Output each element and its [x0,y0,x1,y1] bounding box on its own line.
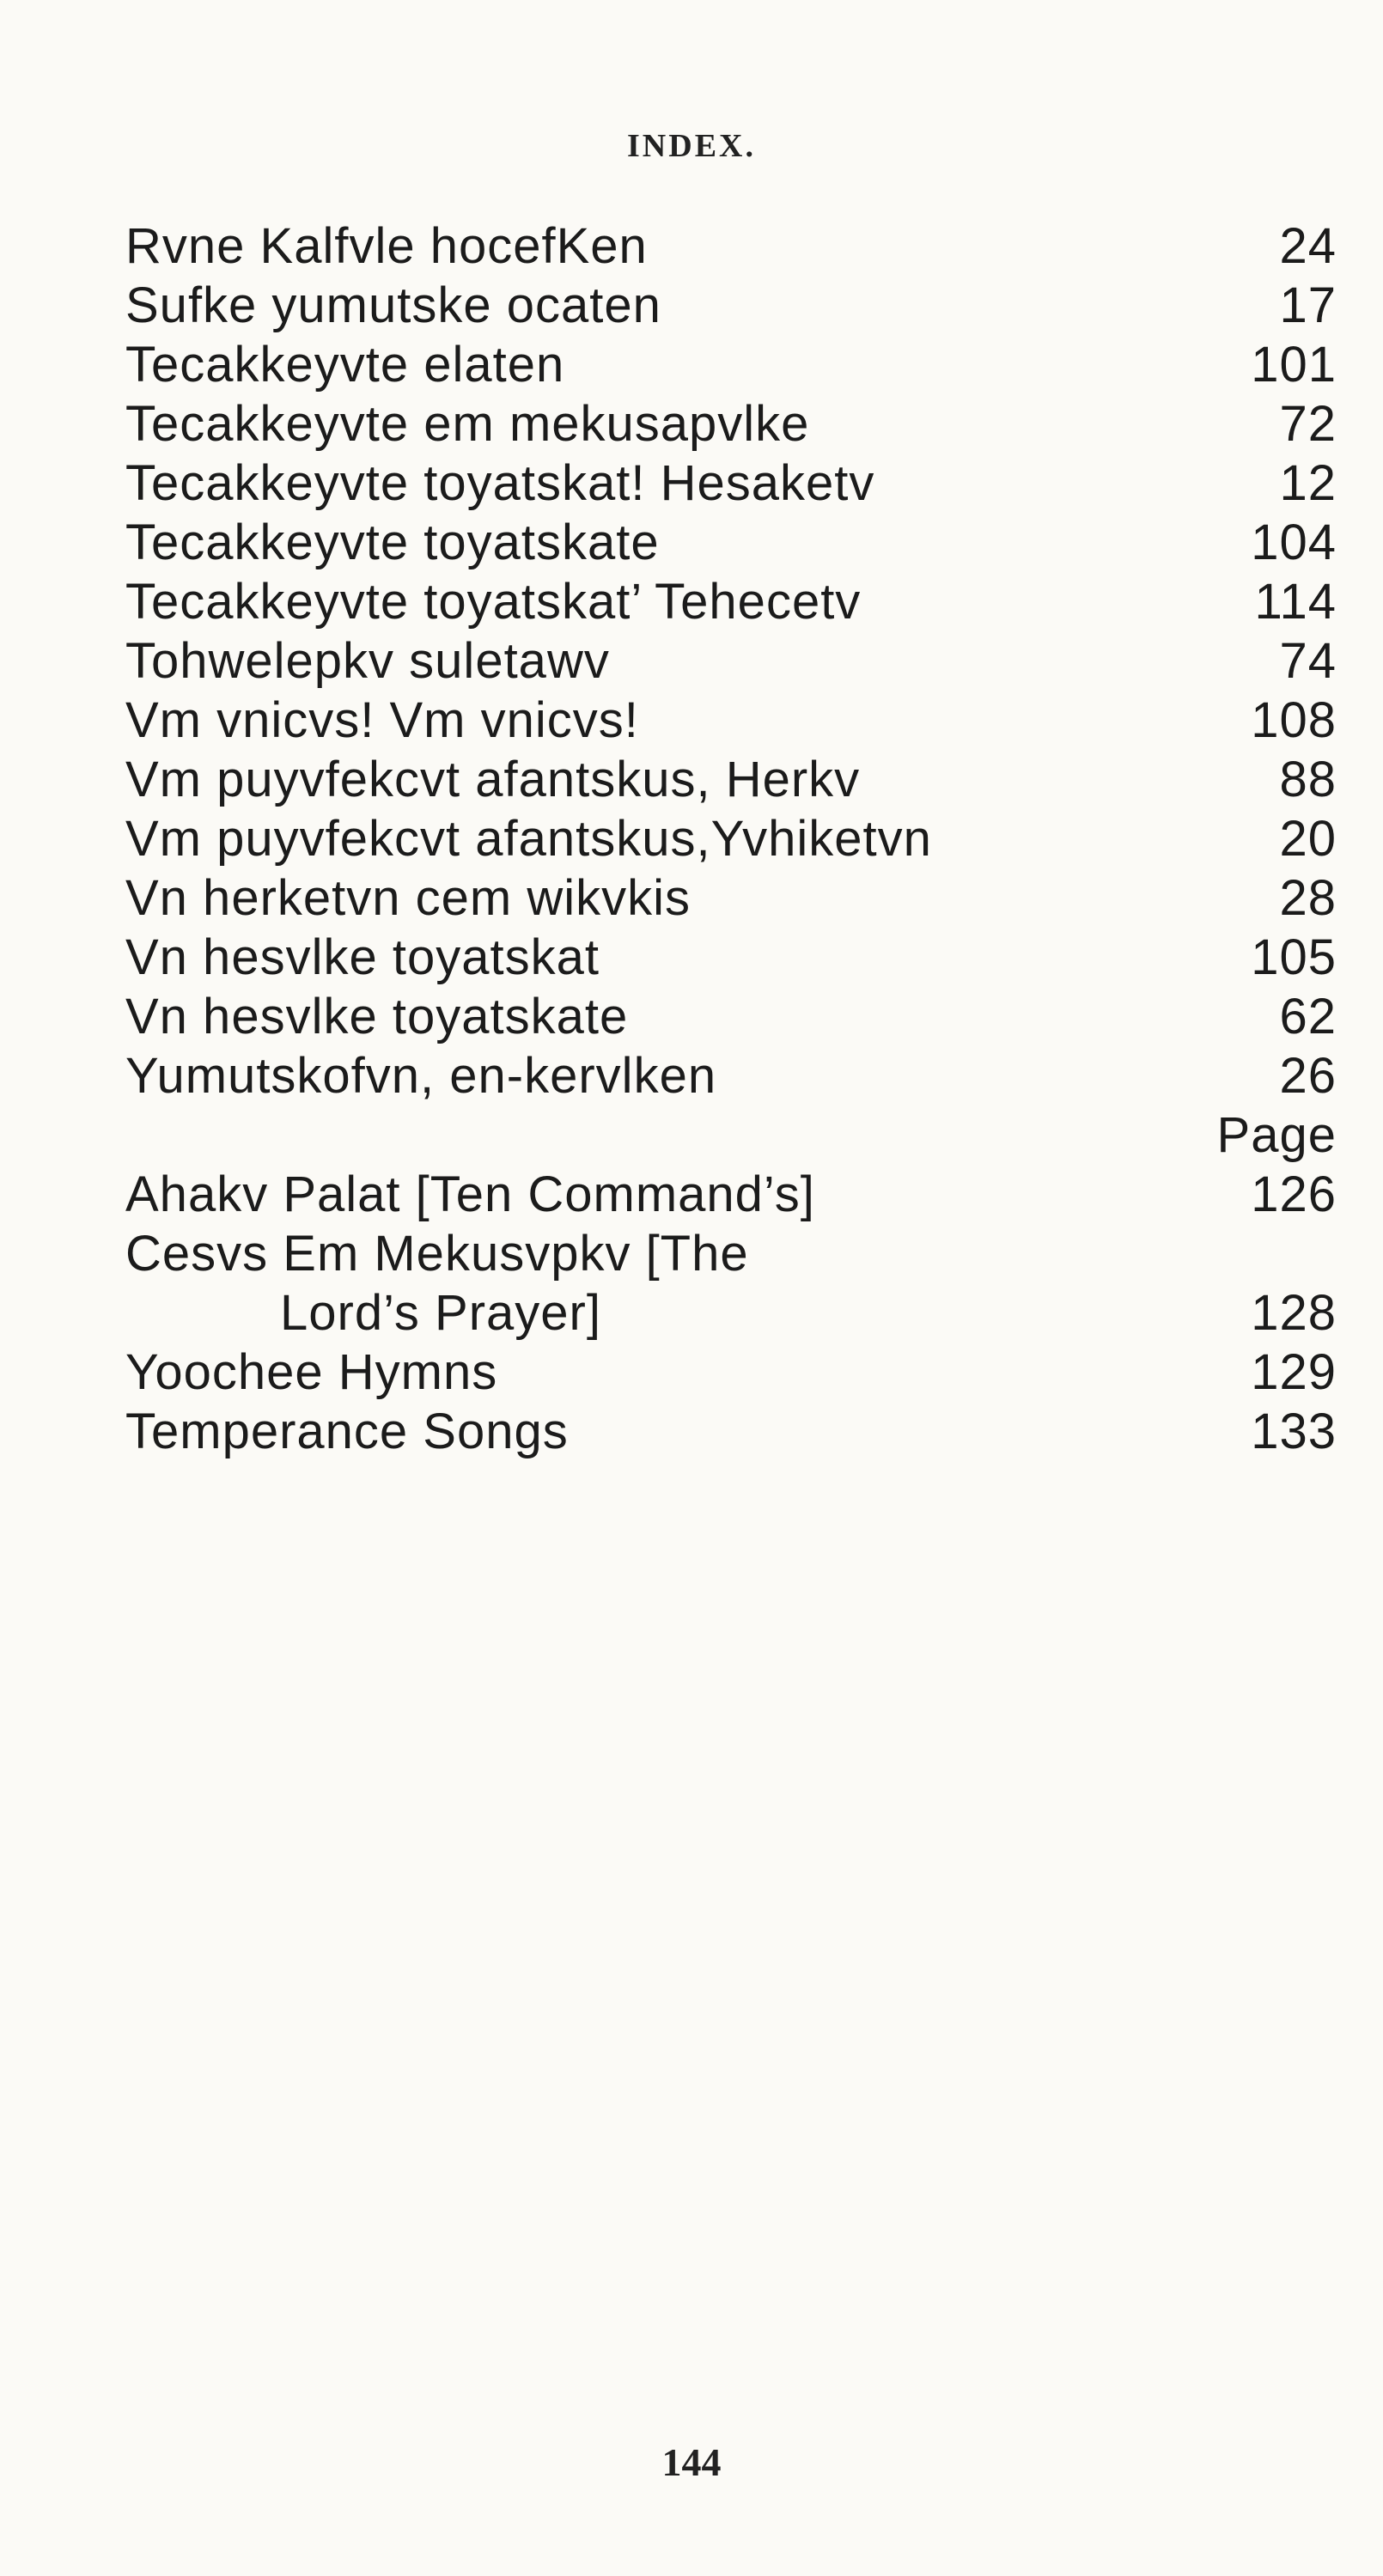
entry-title: Yumutskofvn, en-kervlken [125,1048,717,1104]
page-column-heading: Page [1216,1107,1337,1163]
entry-title: Tecakkeyvte em mekusapvlke [125,396,810,452]
entry-title: Rvne Kalfvle hocefKen [125,218,648,274]
entry-title: Temperance Songs [125,1404,569,1459]
index-entry [125,1283,1337,1343]
index-entry [125,750,1337,809]
index-entry [125,631,1337,691]
entry-page-number: 126 [1251,1166,1337,1222]
index-primary-list [125,216,1337,1105]
index-entry [125,513,1337,572]
entry-page-number: 72 [1279,396,1337,452]
entry-page-number: 108 [1251,692,1337,748]
index-entry [125,691,1337,750]
index-entry [125,928,1337,987]
entry-title: Yoochee Hymns [125,1344,498,1400]
index-entry [125,394,1337,454]
entry-page-number: 133 [1251,1404,1337,1459]
entry-title: Vn herketvn cem wikvkis [125,870,691,926]
entry-title: Vm vnicvs! Vm vnicvs! [125,692,639,748]
entry-title: Vn hesvlke toyatskat [125,929,600,985]
page-number: 144 [661,2440,722,2484]
entry-page-number: 114 [1254,574,1337,630]
entry-title: Vm puyvfekcvt afantskus, Herkv [125,752,861,807]
entry-title: Tecakkeyvte toyatskat’ Tehecetv [125,574,862,630]
index-entry [125,1343,1337,1402]
entry-title: Lord’s Prayer] [280,1285,601,1341]
entry-title: Tecakkeyvte elaten [125,337,565,393]
index-entry [125,335,1337,394]
index-entry [125,809,1337,868]
entry-title: Tecakkeyvte toyatskat! Hesaketv [125,455,875,511]
entry-page-number: 26 [1279,1048,1337,1104]
index-entry [125,868,1337,928]
index-entry [125,572,1337,631]
index-entry [125,1224,1337,1283]
entry-page-number: 74 [1279,633,1337,689]
entry-page-number: 101 [1251,337,1337,393]
entry-page-number: 129 [1251,1344,1337,1400]
entry-title: Ahakv Palat [Ten Command’s] [125,1166,815,1222]
entry-title: Vn hesvlke toyatskate [125,989,629,1044]
entry-page-number: 62 [1279,989,1337,1044]
entry-page-number: 104 [1251,515,1337,570]
entry-title: Tohwelepkv suletawv [125,633,610,689]
index-entry [125,454,1337,513]
index-entry [125,1402,1337,1461]
index-secondary-list [125,1165,1337,1461]
entry-page-number: 28 [1279,870,1337,926]
index-entry [125,1165,1337,1224]
index-entry [125,987,1337,1046]
entry-title: Cesvs Em Mekusvpkv [The [125,1226,749,1282]
entry-title: Vm puyvfekcvt afantskus,Yvhiketvn [125,811,932,867]
entry-page-number: 128 [1251,1285,1337,1341]
entry-title: Tecakkeyvte toyatskate [125,515,660,570]
entry-page-number: 12 [1279,455,1337,511]
entry-page-number: 17 [1279,277,1337,333]
index-entry [125,276,1337,335]
entry-title: Sufke yumutske ocaten [125,277,661,333]
entry-page-number: 24 [1279,218,1337,274]
index-list [125,216,1337,1461]
entry-page-number: 105 [1251,929,1337,985]
entry-page-number: 88 [1279,752,1337,807]
index-entry [125,216,1337,276]
entry-page-number: 20 [1279,811,1337,867]
index-entry [125,1046,1337,1105]
index-heading: INDEX. [627,128,756,164]
